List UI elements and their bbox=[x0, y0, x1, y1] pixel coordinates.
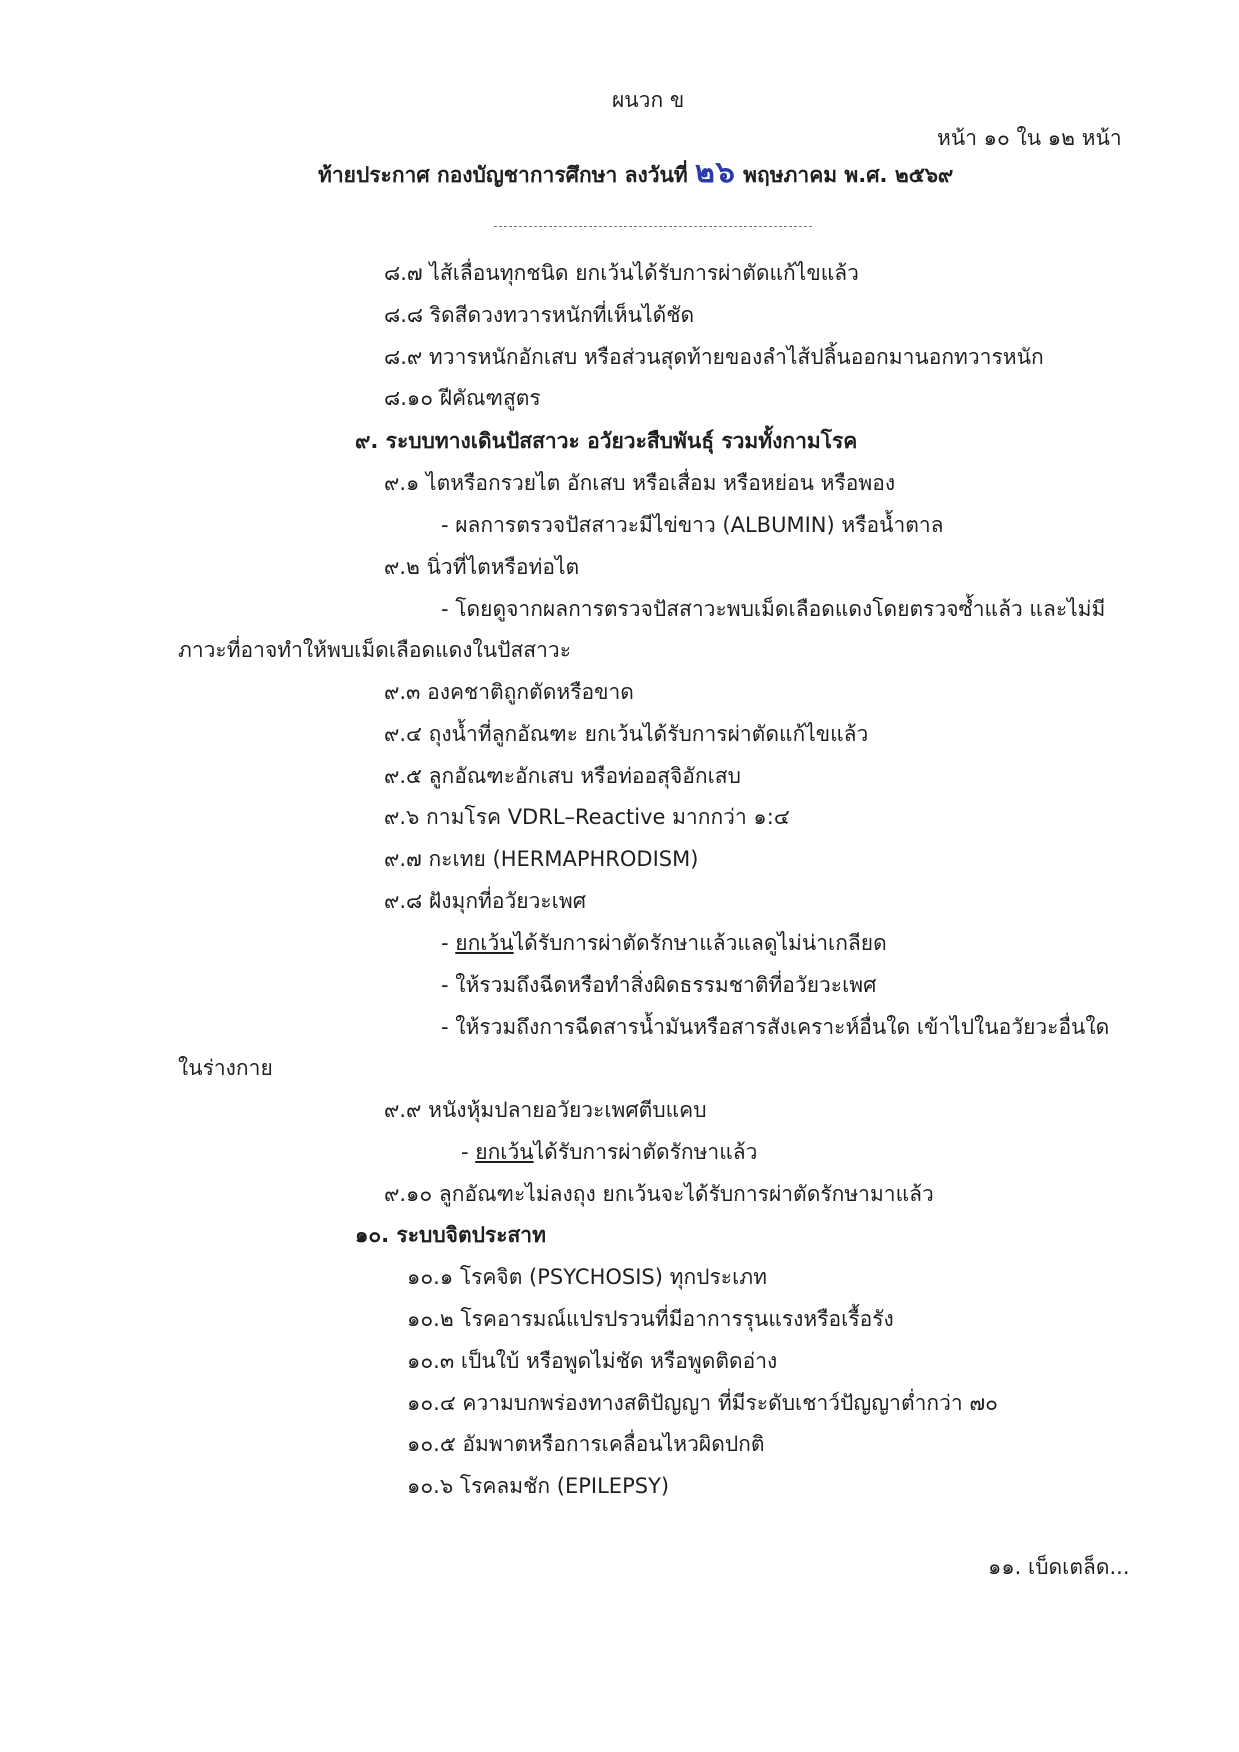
header-divider bbox=[494, 226, 812, 227]
section-9-heading: ๙. ระบบทางเดินปัสสาวะ อวัยวะสืบพันธุ์ รวมทั้งกามโรค bbox=[355, 429, 858, 453]
underlined-except: ยกเว้น bbox=[475, 1140, 534, 1164]
announcement-suffix: พฤษภาคม พ.ศ. ๒๕๖๙ bbox=[743, 163, 954, 187]
item-10-5: ๑๐.๕ อัมพาตหรือการเคลื่อนไหวผิดปกติ bbox=[407, 1432, 765, 1456]
item-9-10: ๙.๑๐ ลูกอัณฑะไม่ลงถุง ยกเว้นจะได้รับการผ่าตัดรักษามาแล้ว bbox=[384, 1182, 934, 1206]
item-9-8-sub-3-a: - ให้รวมถึงการฉีดสารน้ำมันหรือสารสังเคราะห์อื่นใด เข้าไปในอวัยวะอื่นใด bbox=[441, 1015, 1110, 1039]
underlined-except: ยกเว้น bbox=[455, 931, 514, 955]
item-10-1: ๑๐.๑ โรคจิต (PSYCHOSIS) ทุกประเภท bbox=[407, 1265, 767, 1289]
item-9-8-sub-2: - ให้รวมถึงฉีดหรือทำสิ่งผิดธรรมชาติที่อวัยวะเพศ bbox=[441, 973, 877, 997]
announcement-line bbox=[318, 155, 954, 190]
item-10-3: ๑๐.๓ เป็นใบ้ หรือพูดไม่ชัด หรือพูดติดอ่าง bbox=[407, 1349, 778, 1373]
announcement-day-handwritten: ๒๖ bbox=[695, 155, 736, 190]
item-9-2-sub-b: ภาวะที่อาจทำให้พบเม็ดเลือดแดงในปัสสาวะ bbox=[178, 638, 571, 662]
annex-label: ผนวก ข bbox=[612, 88, 685, 112]
item-9-2-sub-a: - โดยดูจากผลการตรวจปัสสาวะพบเม็ดเลือดแดงโดยตรวจซ้ำแล้ว และไม่มี bbox=[441, 597, 1106, 621]
item-9-2: ๙.๒ นิ่วที่ไตหรือท่อไต bbox=[384, 555, 580, 579]
item-8-8: ๘.๘ ริดสีดวงทวารหนักที่เห็นได้ชัด bbox=[384, 303, 695, 327]
item-8-7: ๘.๗ ไส้เลื่อนทุกชนิด ยกเว้นได้รับการผ่าตัดแก้ไขแล้ว bbox=[384, 261, 859, 285]
item-9-9: ๙.๙ หนังหุ้มปลายอวัยวะเพศตีบแคบ bbox=[384, 1098, 707, 1122]
announcement-prefix: ท้ายประกาศ กองบัญชาการศึกษา ลงวันที่ bbox=[318, 163, 688, 187]
item-9-9-sub bbox=[461, 1137, 757, 1167]
dash: - bbox=[441, 931, 456, 955]
sub-text: ได้รับการผ่าตัดรักษาแล้ว bbox=[533, 1140, 758, 1164]
item-10-4: ๑๐.๔ ความบกพร่องทางสติปัญญา ที่มีระดับเชาว์ปัญญาต่ำกว่า ๗๐ bbox=[407, 1391, 998, 1415]
item-8-9: ๘.๙ ทวารหนักอักเสบ หรือส่วนสุดท้ายของลำไส้ปลิ้นออกมานอกทวารหนัก bbox=[384, 345, 1044, 369]
sub-text: ได้รับการผ่าตัดรักษาแล้วแลดูไม่น่าเกลียด bbox=[513, 931, 887, 955]
page-number: หน้า ๑๐ ใน ๑๒ หน้า bbox=[937, 126, 1122, 150]
item-9-7: ๙.๗ กะเทย (HERMAPHRODISM) bbox=[384, 847, 699, 871]
item-9-4: ๙.๔ ถุงน้ำที่ลูกอัณฑะ ยกเว้นได้รับการผ่าตัดแก้ไขแล้ว bbox=[384, 722, 869, 746]
item-10-6: ๑๐.๖ โรคลมชัก (EPILEPSY) bbox=[407, 1474, 670, 1498]
dash: - bbox=[461, 1140, 476, 1164]
item-9-8-sub-1 bbox=[441, 928, 887, 958]
item-9-6: ๙.๖ กามโรค VDRL–Reactive มากกว่า ๑:๔ bbox=[384, 805, 790, 829]
item-9-1-sub: - ผลการตรวจปัสสาวะมีไข่ขาว (ALBUMIN) หรือน้ำตาล bbox=[441, 513, 944, 537]
item-9-5: ๙.๕ ลูกอัณฑะอักเสบ หรือท่ออสุจิอักเสบ bbox=[384, 764, 741, 788]
section-10-heading: ๑๐. ระบบจิตประสาท bbox=[355, 1223, 546, 1247]
item-9-8: ๙.๘ ฝังมุกที่อวัยวะเพศ bbox=[384, 889, 587, 913]
item-8-10: ๘.๑๐ ฝีคัณฑสูตร bbox=[384, 386, 541, 410]
item-9-3: ๙.๓ องคชาติถูกตัดหรือขาด bbox=[384, 680, 634, 704]
item-9-1: ๙.๑ ไตหรือกรวยไต อักเสบ หรือเสื่อม หรือหย่อน หรือพอง bbox=[384, 471, 896, 495]
item-10-2: ๑๐.๒ โรคอารมณ์แปรปรวนที่มีอาการรุนแรงหรือเรื้อรัง bbox=[407, 1307, 894, 1331]
item-9-8-sub-3-b: ในร่างกาย bbox=[178, 1056, 273, 1080]
continuation-note: ๑๑. เบ็ดเตล็ด... bbox=[988, 1555, 1130, 1579]
